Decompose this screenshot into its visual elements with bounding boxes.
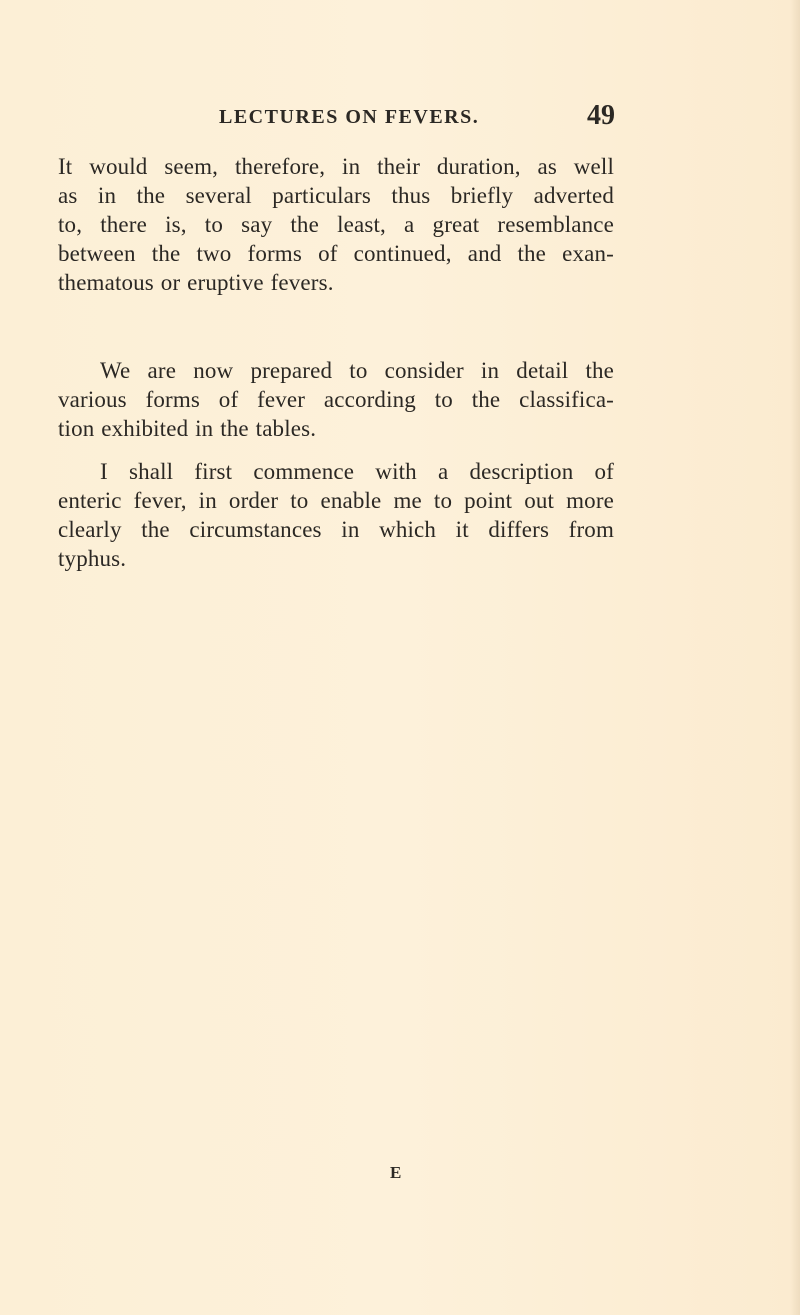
text-line: as in the several particulars thus briefly adverted xyxy=(58,183,614,208)
text-line: enteric fever, in order to enable me to point out more xyxy=(58,488,614,513)
text-line: I shall first commence with a description of xyxy=(100,459,614,484)
page-header xyxy=(219,100,615,136)
text-line: thematous or eruptive fevers. xyxy=(58,270,334,295)
text-line: between the two forms of continued, and the exan- xyxy=(58,241,614,266)
text-line: It would seem, therefore, in their duration, as well xyxy=(58,154,614,179)
paragraph-duration-comparison xyxy=(58,152,614,297)
text-line: We are now prepared to consider in detail the xyxy=(100,358,614,383)
text-line: clearly the circumstances in which it differs from xyxy=(58,517,614,542)
paragraph-fever-forms xyxy=(58,356,614,443)
text-line: tion exhibited in the tables. xyxy=(58,416,317,441)
text-line: various forms of fever according to the classifica- xyxy=(58,387,614,412)
page-number: 49 xyxy=(587,100,615,131)
signature-mark: E xyxy=(390,1163,402,1182)
running-head: LECTURES ON FEVERS. xyxy=(219,106,480,128)
paragraph-enteric-fever xyxy=(58,457,614,573)
text-line: typhus. xyxy=(58,546,127,571)
text-line: to, there is, to say the least, a great resemblance xyxy=(58,212,614,237)
